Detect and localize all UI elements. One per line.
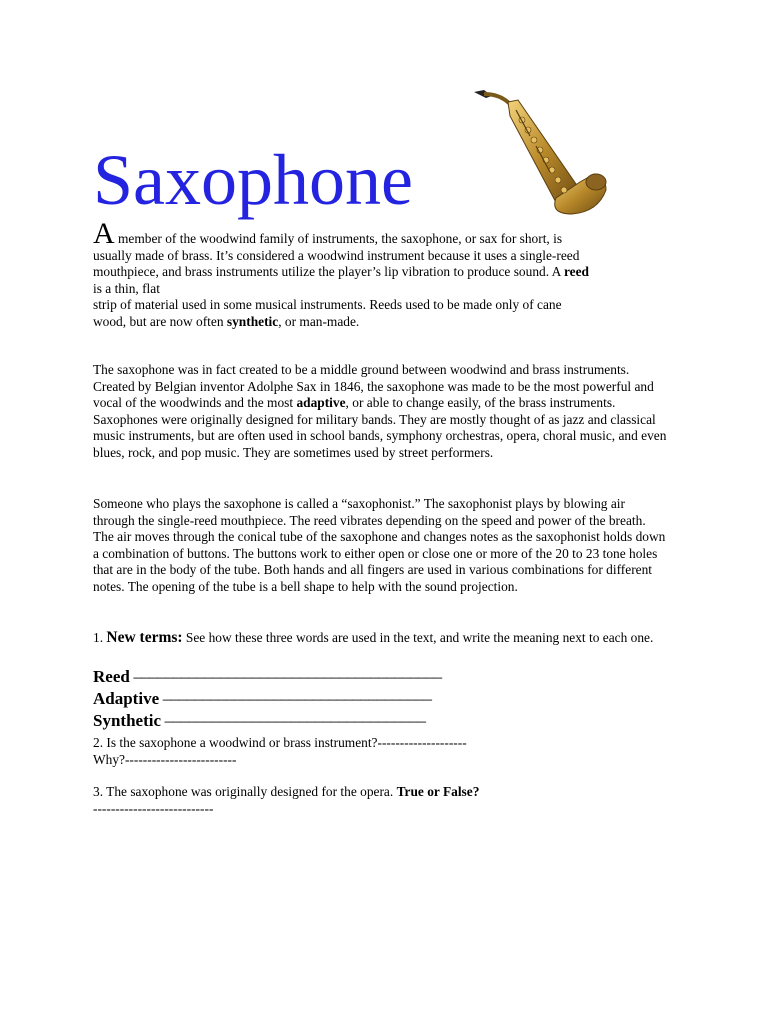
intro-line-3: mouthpiece, and brass instruments utilize the player’s lip vibration to produce sound. A [93,264,564,280]
term-synthetic-bold: synthetic [226,313,279,329]
term-word: Reed [93,667,130,686]
term-reed-bold: reed [563,264,589,280]
question-2-line-2: Why?------------------------- [93,751,237,767]
intro-line-4: is a thin, flat [93,280,160,296]
question-3 [93,784,668,817]
page-title: Saxophone [93,140,413,220]
history-paragraph [93,362,668,462]
question-1 [93,630,668,647]
intro-paragraph [93,217,668,331]
answer-line[interactable]: ––––––––––––––––––––––––––––––––– [161,711,426,730]
playing-paragraph: Someone who plays the saxophone is called a “saxophonist.” The saxophonist plays by blowing air through the single-reed mouthpiece. The reed vibrates depending on the speed and power of the breath. The air moves through the conical tube of the saxophone and changes notes as the saxophonist holds down a combination of buttons. The buttons work to either open or close one or more of the 20 to 23 tone holes that are in the body of the tube. Both hands and all fingers are used in various combinations for different notes. The opening of the tube is a bell shape to help with the sound projection. [93,496,666,594]
question-3-text: 3. The saxophone was originally designed for the opera. [93,784,397,799]
history-text-1: The saxophone was in fact created to be a middle ground between woodwind and brass instruments. Created by Belgian inventor Adolphe Sax in 1846, the saxophone was made to be the most powerful and vocal of the woodwinds and the most [93,362,654,411]
answer-line[interactable]: ––––––––––––––––––––––––––––––––––––––– [129,667,442,686]
question-1-text: See how these three words are used in the text, and write the meaning next to each one. [182,630,654,645]
term-word: Synthetic [93,711,161,730]
question-3-answer-line[interactable]: --------------------------- [93,800,214,816]
drop-cap: A [93,217,115,250]
saxophone-picture [470,86,610,216]
question-1-number: 1. [93,630,107,645]
question-2 [93,735,668,768]
term-row-synthetic [93,711,425,731]
term-row-reed [93,667,442,687]
term-word: Adaptive [93,689,160,708]
intro-line-1: member of the woodwind family of instruments, the saxophone, or sax for short, is [114,231,563,246]
intro-line-5: strip of material used in some musical instruments. Reeds used to be made only of cane [93,297,562,313]
term-adaptive-bold: adaptive [296,395,346,411]
intro-line-6a: wood, but are now often [93,313,227,329]
answer-line[interactable]: –––––––––––––––––––––––––––––––––– [159,689,432,708]
term-row-adaptive [93,689,431,709]
true-or-false-bold: True or False? [396,784,480,799]
question-2-line-1: 2. Is the saxophone a woodwind or brass instrument?-------------------- [93,735,467,750]
history-text-2: , or able to change easily, of the brass instruments. Saxophones were originally designed for military bands. They are mostly thought of as jazz and classical music instruments, but are often used in school bands, symphony orchestras, opera, choral music, and even blues, rock, and pop music. They are sometimes used by street performers. [93,395,667,460]
intro-line-2: usually made of brass. It’s considered a woodwind instrument because it uses a single-reed [93,247,580,263]
intro-line-6b: , or man-made. [278,313,360,329]
new-terms-heading: New terms: [106,629,183,646]
